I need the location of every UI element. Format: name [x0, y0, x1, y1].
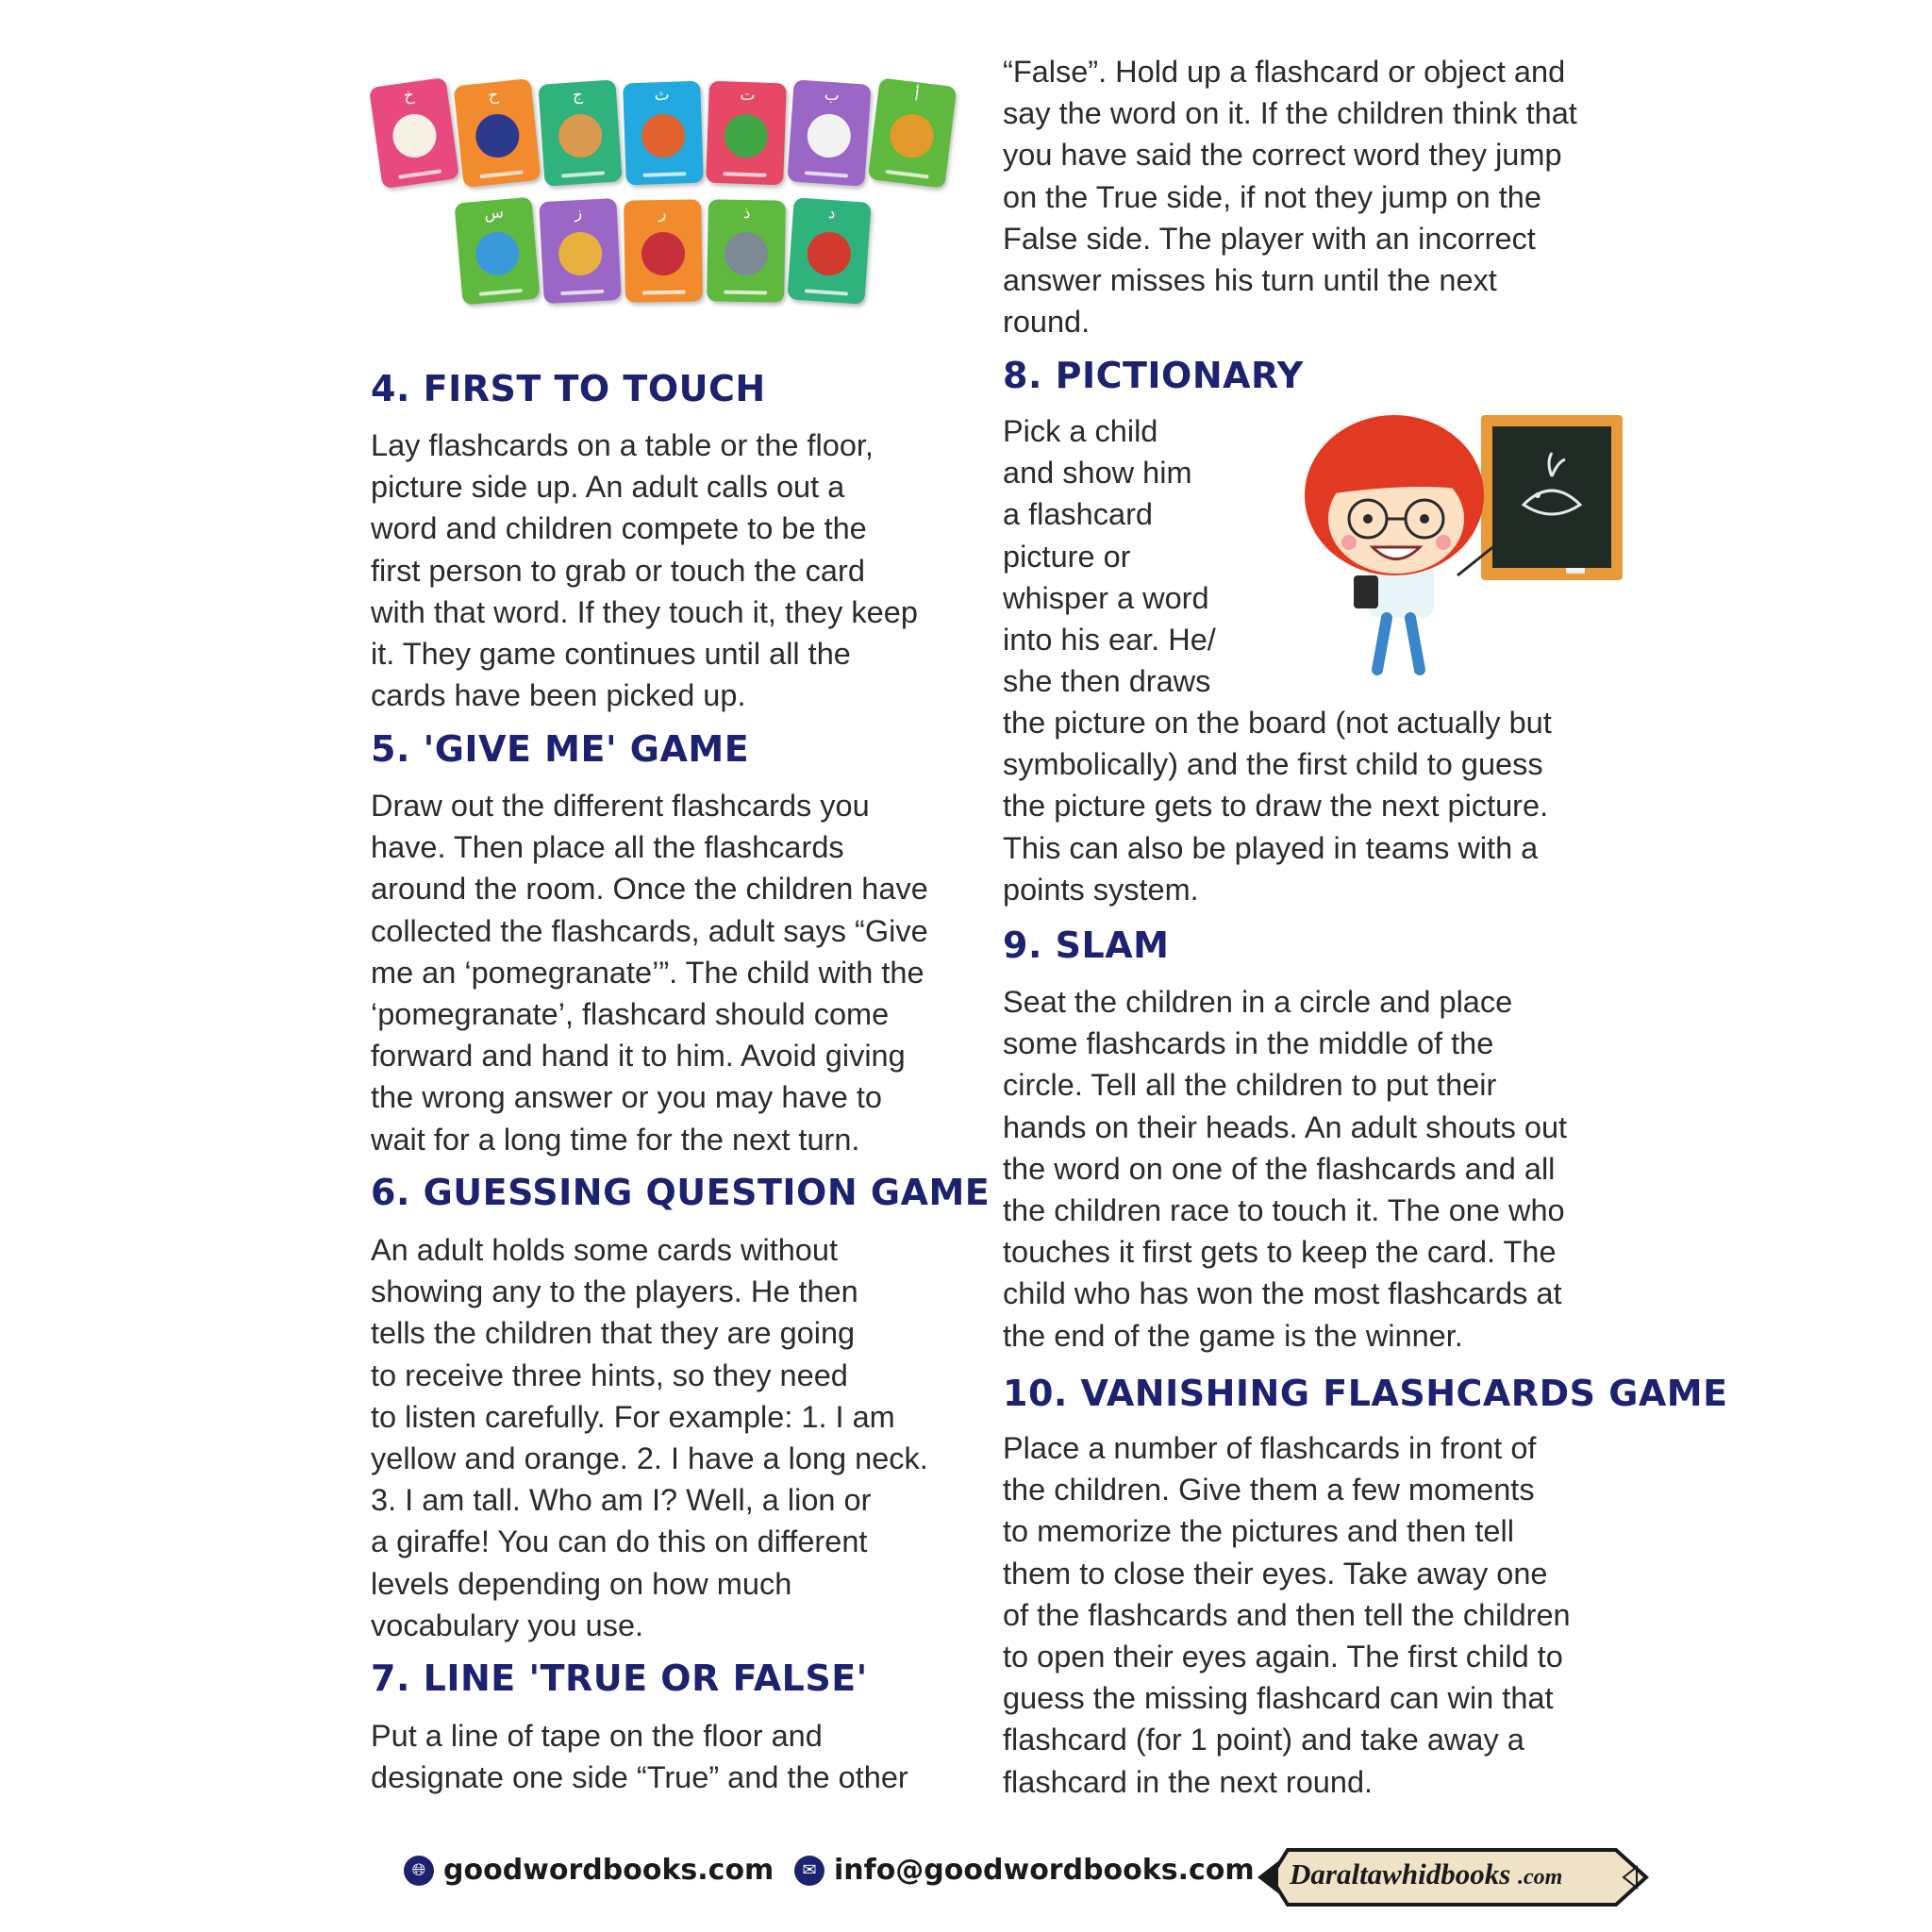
text-true-or-false-continued: [1003, 51, 1577, 342]
text-line: you have said the correct word they jump: [1003, 138, 1562, 173]
text-line: to receive three hints, so they need: [371, 1357, 848, 1392]
flashcard-caption: [805, 289, 848, 295]
text-line: around the room. Once the children have: [371, 872, 928, 907]
text-line: flashcard in the next round.: [1003, 1764, 1374, 1799]
text-line: first person to grab or touch the card: [371, 553, 865, 588]
heading-vanishing-flashcards-game: 10. VANISHING FLASHCARDS GAME: [1003, 1373, 1728, 1414]
text-line: with that word. If they touch it, they keep: [371, 594, 918, 629]
text-line: into his ear. He/: [1003, 623, 1216, 658]
text-line: a flashcard: [1003, 497, 1153, 532]
flashcard: [787, 79, 871, 186]
text-line: whisper a word: [1003, 580, 1209, 615]
mail-icon: ✉: [794, 1856, 824, 1886]
flashcard: [706, 81, 787, 186]
text-guessing-question-game: [371, 1229, 928, 1646]
heading-pictionary: 8. PICTIONARY: [1003, 355, 1304, 396]
flashcard-caption: [560, 290, 604, 295]
heading-give-me-game: 5. 'GIVE ME' GAME: [371, 728, 750, 770]
text-give-me-game: [371, 785, 928, 1160]
flashcard-letter: خ: [402, 85, 416, 107]
text-line: to listen carefully. For example: 1. I am: [371, 1399, 895, 1434]
flashcard-letter: ت: [740, 85, 756, 106]
flashcard-letter: أ: [913, 86, 921, 106]
text-slam: [1003, 981, 1567, 1357]
flashcard-picture: [474, 230, 521, 277]
text-line: say the word on it. If the children think that: [1003, 96, 1577, 131]
text-line: “False”. Hold up a flashcard or object and: [1003, 55, 1566, 89]
badge-suffix: .com: [1518, 1865, 1563, 1890]
chalkboard: [1481, 415, 1623, 580]
flashcard: [624, 199, 703, 302]
text-line: of the flashcards and then tell the children: [1003, 1597, 1571, 1632]
flashcard-picture: [474, 112, 522, 160]
text-line: some flashcards in the middle of the: [1003, 1026, 1494, 1061]
flashcard: [538, 79, 622, 186]
flashcard-letter: ذ: [742, 203, 751, 224]
text-line: me an ‘pomegranate’”. The child with the: [371, 955, 924, 990]
flashcard-caption: [398, 169, 441, 178]
flashcard-letter: ز: [574, 203, 583, 224]
text-line: word and children compete to be the: [371, 511, 867, 546]
flashcard-picture: [558, 112, 604, 158]
text-line: to memorize the pictures and then tell: [1003, 1514, 1514, 1549]
flashcard-caption: [480, 170, 524, 178]
flashcard-caption: [723, 172, 766, 177]
flashcard-picture: [888, 111, 936, 159]
email-link[interactable]: [794, 1854, 1255, 1887]
text-line: a giraffe! You can do this on different: [371, 1524, 868, 1559]
text-line: symbolically) and the first child to guess: [1003, 747, 1543, 782]
text-line: tells the children that they are going: [371, 1316, 856, 1351]
text-line: flashcard (for 1 point) and take away a: [1003, 1723, 1524, 1757]
text-line: the end of the game is the winner.: [1003, 1318, 1463, 1353]
flashcard-picture: [806, 230, 852, 276]
globe-icon: 🌐︎: [404, 1856, 434, 1886]
flashcard: [454, 197, 540, 306]
text-line: child who has won the most flashcards at: [1003, 1276, 1562, 1311]
text-line: levels depending on how much: [371, 1566, 792, 1601]
text-line: on the True side, if not they jump on the: [1003, 179, 1541, 214]
flashcard-caption: [886, 170, 929, 179]
text-line: the picture gets to draw the next picture.: [1003, 789, 1549, 824]
text-line: wait for a long time for the next turn.: [371, 1122, 860, 1157]
heading-first-to-touch: 4. FIRST TO TOUCH: [371, 368, 766, 409]
website-text: goodwordbooks.com: [443, 1854, 774, 1887]
text-line: An adult holds some cards without: [371, 1233, 838, 1267]
text-line: collected the flashcards, adult says “Give: [371, 913, 928, 948]
flashcard-letter: ث: [654, 85, 670, 106]
text-line: round.: [1003, 305, 1091, 340]
flashcard-caption: [805, 171, 848, 177]
text-line: the children. Give them a few moments: [1003, 1473, 1535, 1507]
flashcard-caption: [642, 291, 686, 295]
flashcard: [623, 81, 704, 186]
text-line: the wrong answer or you may have to: [371, 1080, 882, 1115]
text-line: 3. I am tall. Who am I? Well, a lion or: [371, 1483, 872, 1518]
text-line: touches it first gets to keep the card. The: [1003, 1235, 1557, 1270]
flashcard-picture: [806, 112, 852, 158]
text-line: This can also be played in teams with a: [1003, 830, 1539, 865]
flashcard-letter: ر: [658, 203, 667, 224]
text-line: forward and hand it to him. Avoid giving: [371, 1039, 906, 1074]
text-line: ‘pomegranate’, flashcard should come: [371, 997, 890, 1032]
text-line: points system.: [1003, 872, 1199, 907]
text-line: have. Then place all the flashcards: [371, 830, 844, 865]
text-line: vocabulary you use.: [371, 1607, 644, 1642]
text-line: the children race to touch it. The one who: [1003, 1193, 1565, 1228]
badge-text: [1290, 1857, 1562, 1891]
text-line: Seat the children in a circle and place: [1003, 985, 1513, 1019]
text-line: picture or: [1003, 539, 1131, 574]
text-line: Lay flashcards on a table or the floor,: [371, 428, 874, 462]
daraltawhid-badge[interactable]: [1250, 1844, 1651, 1910]
text-line: guess the missing flashcard can win that: [1003, 1681, 1554, 1716]
footer: [0, 1844, 1932, 1910]
text-line: she then draws: [1003, 664, 1211, 699]
flashcard-letter: ب: [824, 85, 841, 106]
flashcard-picture: [724, 232, 769, 276]
flashcard-letter: ج: [572, 85, 584, 106]
text-line: yellow and orange. 2. I have a long neck.: [371, 1441, 928, 1476]
text-line: Put a line of tape on the floor and: [371, 1719, 823, 1753]
text-line: picture side up. An adult calls out a: [371, 470, 845, 505]
heading-slam: 9. SLAM: [1003, 924, 1170, 966]
text-pictionary-narrow: [1003, 410, 1216, 702]
flashcard-picture: [641, 113, 686, 158]
text-line: the picture on the board (not actually but: [1003, 706, 1552, 740]
text-line: circle. Tell all the children to put their: [1003, 1068, 1497, 1103]
flashcard-caption: [561, 171, 605, 177]
flashcard-caption: [724, 291, 767, 295]
text-line-true-or-false: [371, 1715, 908, 1798]
flashcard: [369, 77, 459, 189]
text-line: hands on their heads. An adult shouts out: [1003, 1109, 1568, 1144]
flashcard-letter: س: [483, 203, 505, 225]
heading-guessing-question-game: 6. GUESSING QUESTION GAME: [371, 1172, 991, 1213]
badge-name: Daraltawhidbooks: [1290, 1857, 1511, 1890]
teacher-illustration: [1255, 406, 1632, 679]
email-text: info@goodwordbooks.com: [834, 1854, 1255, 1887]
text-line: and show him: [1003, 456, 1192, 491]
text-line: designate one side “True” and the other: [371, 1760, 908, 1795]
text-line: it. They game continues until all the: [371, 637, 851, 672]
flashcard-picture: [390, 111, 439, 160]
flashcard-letter: ح: [487, 85, 500, 106]
text-pictionary-wide: [1003, 702, 1552, 910]
text-line: them to close their eyes. Take away one: [1003, 1556, 1548, 1591]
text-line: Place a number of flashcards in front of: [1003, 1431, 1537, 1465]
flashcard: [868, 77, 958, 188]
text-vanishing-flashcards-game: [1003, 1427, 1571, 1803]
text-line: answer misses his turn until the next: [1003, 263, 1497, 298]
website-link[interactable]: [404, 1854, 774, 1887]
text-line: cards have been picked up.: [371, 678, 746, 713]
flashcard: [454, 78, 541, 188]
text-line: False side. The player with an incorrect: [1003, 221, 1536, 256]
flashcard: [787, 197, 871, 304]
heading-line-true-or-false: 7. LINE 'TRUE OR FALSE': [371, 1657, 868, 1699]
text-line: Draw out the different flashcards you: [371, 789, 870, 823]
flashcard: [539, 198, 622, 304]
text-line: to open their eyes again. The first child to: [1003, 1640, 1563, 1674]
flashcard: [707, 199, 786, 302]
flashcard-picture: [724, 113, 769, 158]
text-line: Pick a child: [1003, 414, 1158, 448]
text-first-to-touch: [371, 425, 918, 716]
flashcard-picture: [641, 232, 686, 276]
flashcard-caption: [479, 289, 523, 296]
flashcard-caption: [642, 172, 686, 177]
text-line: showing any to the players. He then: [371, 1274, 858, 1309]
flashcard-letter: د: [827, 203, 837, 224]
flashcards-image: [371, 58, 960, 323]
flashcard-picture: [558, 231, 603, 276]
text-line: the word on one of the flashcards and all: [1003, 1151, 1556, 1186]
